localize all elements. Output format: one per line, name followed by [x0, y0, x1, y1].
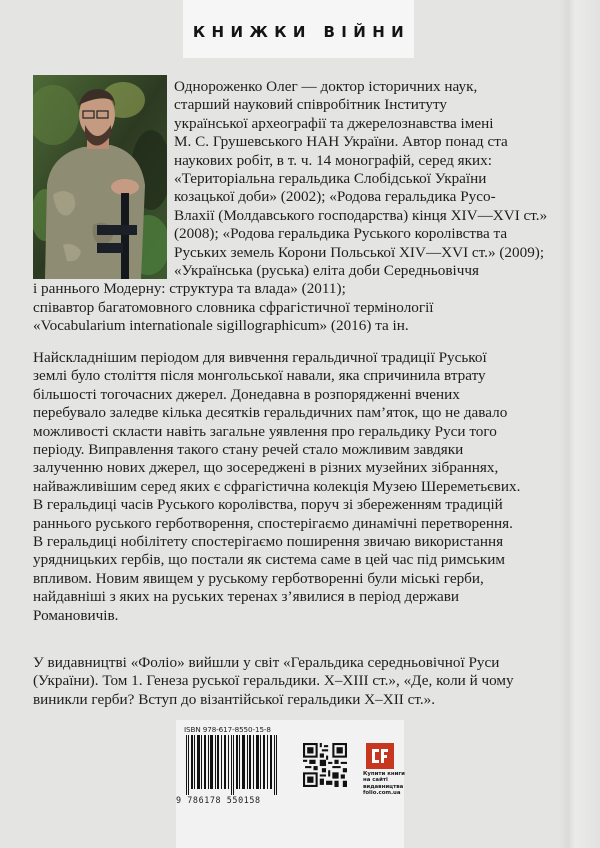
bio-line: Руських земель Корони Польської XIV—XVI ст.» (2009); [174, 243, 545, 261]
annotation-line: перебувало заледве кілька десятків геральдичних пам’яток, що не давало [33, 404, 508, 422]
annotation-line: В геральдиці нобілітету спостерігаємо поширення звичаю використання [33, 533, 504, 551]
bio-line: старший науковий співробітник Інституту [174, 96, 447, 114]
bio-line: «Vocabularium internationale sigillographicum» (2016) та ін. [33, 317, 409, 335]
annotation-line: залученню нових джерел, що зосереджені в різних музейних зібраннях, [33, 459, 499, 477]
annotation-line: можливості скласти навіть загальне уявлення про геральдику Руси того [33, 422, 497, 440]
publisher-line: У видавництві «Фоліо» вийшли у світ «Геральдика середньовічної Руси [33, 654, 500, 671]
barcode-digits: 9 786178 550158 [176, 795, 261, 805]
series-header [183, 0, 414, 58]
isbn-label: ISBN 978-617-8550-15-8 [184, 725, 271, 734]
bio-line: і раннього Модерну: структура та влада» (2011); [33, 280, 346, 298]
annotation-line: землі було століття після монгольської навали, яка спричинила втрату [33, 367, 486, 385]
annotation-line: періоду. Виправлення такого стану речей стало можливим завдяки [33, 441, 464, 459]
barcode-panel [176, 720, 404, 848]
bio-line: «Територіальна геральдика Слобідської України [174, 170, 487, 188]
bio-line: наукових робіт, в т. ч. 14 монографій, серед яких: [174, 151, 492, 169]
bio-line: М. С. Грушевського НАН України. Автор понад ста [174, 133, 508, 151]
series-title: КНИЖКИ ВІЙНИ [192, 23, 411, 41]
annotation-line: урядницьких гербів, що постали як система саме в цей час під римським [33, 551, 505, 569]
publisher-line: виникли герби? Вступ до візантійської геральдики X–XII ст.». [33, 690, 436, 708]
author-bio [33, 78, 563, 336]
annotation-line: більшості тогочасних джерел. Донедавна в розпорядженні вчених [33, 385, 460, 403]
bio-line: козацької доби» (2002); «Родова геральдика Русо- [174, 188, 496, 206]
barcode-icon [186, 735, 278, 795]
folio-logo-icon[interactable] [366, 743, 394, 769]
qr-code-icon[interactable] [303, 743, 347, 787]
bio-line: Однороженко Олег — доктор історичних наук, [174, 78, 478, 95]
publisher-note [33, 654, 573, 709]
bio-line: Влахії (Молдавського господарства) кінця XIV—XVI ст.» [174, 206, 548, 224]
annotation-paragraph [33, 349, 573, 625]
bio-line: (2008); «Родова геральдика Руського королівства та [174, 225, 508, 243]
annotation-line: Романовичів. [33, 606, 119, 624]
bio-line: «Українська (руська) еліта доби Середньовіччя [174, 262, 479, 280]
annotation-line: Найскладнішим періодом для вивчення геральдичної традиції Руської [33, 349, 487, 366]
annotation-line: В геральдиці часів Руського королівства, поруч зі збереженням традицій [33, 496, 503, 514]
annotation-line: найдавніші з яких на руських теренах з’явилися в період держави [33, 588, 460, 606]
annotation-line: раннього руського герботворення, спостерігаємо динамічні перетворення. [33, 514, 513, 532]
annotation-line: впливом. Новим явищем у руському герботворенні були міські герби, [33, 569, 484, 587]
bio-line: співавтор багатомовного словника сфрагістичної термінології [33, 298, 434, 316]
annotation-line: найважливішим серед яких є сфрагістична колекція Музею Шереметьєвих. [33, 477, 521, 495]
publisher-line: (України). Том 1. Генеза руської геральдики. X–XIII ст.», «Де, коли й чому [33, 672, 514, 690]
bio-line: української археографії та джерелознавства імені [174, 114, 494, 132]
shop-link-text[interactable]: Купити книги на сайті видавництва folio.com.ua [363, 771, 405, 797]
